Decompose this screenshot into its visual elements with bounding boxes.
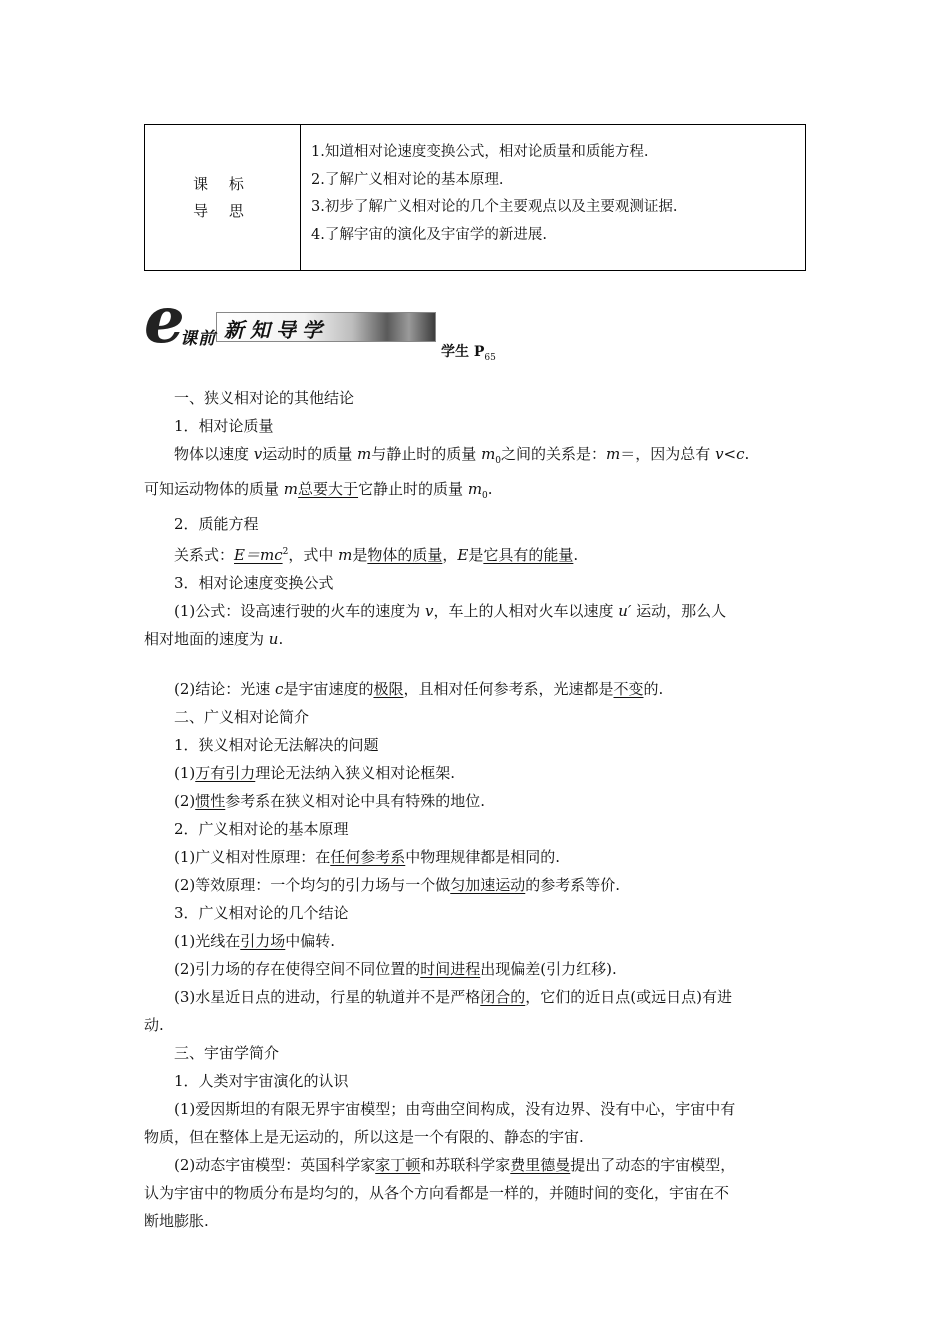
paragraph: 可知运动物体的质量 m总要大于它静止时的质量 $m_0$. <box>144 480 493 501</box>
goals-label-line2: 导 思 <box>193 201 252 220</box>
learning-goals-table <box>144 124 806 271</box>
list-item: (1)万有引力理论无法纳入狭义相对论框架. <box>174 764 456 782</box>
section-banner <box>144 283 436 358</box>
list-item: (3)水星近日点的进动，行星的轨道并不是严格闭合的，它们的近日点(或远日点)有进 <box>174 988 732 1006</box>
goals-label-cell <box>145 125 301 270</box>
subsection-heading: 1．人类对宇宙演化的认识 <box>174 1072 349 1090</box>
section-heading: 一、狭义相对论的其他结论 <box>174 389 355 407</box>
list-item: (2)动态宇宙模型：英国科学家家丁顿和苏联科学家费里德曼提出了动态的宇宙模型， <box>174 1156 736 1174</box>
list-item: (1)广义相对性原理：在任何参考系中物理规律都是相同的. <box>174 848 561 866</box>
paragraph: (2)结论：光速 c是宇宙速度的极限，且相对任何参考系，光速都是不变的. <box>174 680 664 698</box>
student-page-ref: 学生 $P_{65}$ <box>441 344 496 363</box>
list-item: (2)引力场的存在使得空间不同位置的时间进程出现偏差(引力红移). <box>174 960 617 978</box>
list-item-cont: 断地膨胀. <box>144 1212 209 1230</box>
list-item: (2)等效原理：一个均匀的引力场与一个做匀加速运动的参考系等价. <box>174 876 621 894</box>
paragraph: 相对地面的速度为 u. <box>144 630 284 648</box>
paragraph: (1)公式：设高速行驶的火车的速度为 v，车上的人相对火车以速度 u′ 运动，那么人 <box>174 602 727 620</box>
subsection-heading: 3．相对论速度变换公式 <box>174 574 334 592</box>
list-item: (1)光线在引力场中偏转. <box>174 932 336 950</box>
goal-item: 4.了解宇宙的演化及宇宙学的新进展. <box>311 226 547 243</box>
subsection-heading: 1．狭义相对论无法解决的问题 <box>174 736 379 754</box>
list-item-cont: 认为宇宙中的物质分布是均匀的，从各个方向看都是一样的，并随时间的变化，宇宙在不 <box>144 1184 730 1202</box>
list-item-cont: 物质，但在整体上是无运动的，所以这是一个有限的、静态的宇宙. <box>144 1128 584 1146</box>
main-content <box>144 384 808 1235</box>
goals-label-line1: 课 标 <box>193 174 252 193</box>
paragraph: 关系式：$E=mc^2$，式中 m是物体的质量，E是它具有的能量. <box>174 546 579 564</box>
section-heading: 三、宇宙学简介 <box>174 1044 280 1062</box>
paragraph: 物体以速度 v运动时的质量 m与静止时的质量 $m_0$之间的关系是：m＝，因为总有 v<c. <box>174 445 750 466</box>
goal-item: 3.初步了解广义相对论的几个主要观点以及主要观测证据. <box>311 199 678 215</box>
section-heading: 二、广义相对论简介 <box>174 708 310 726</box>
e-logo-icon: e <box>144 283 185 358</box>
banner-title: 新知导学 <box>224 318 328 342</box>
list-item: (1)爱因斯坦的有限无界宇宙模型；由弯曲空间构成，没有边界、没有中心，宇宙中有 <box>174 1100 736 1118</box>
subsection-heading: 1．相对论质量 <box>174 417 274 435</box>
list-item-cont: 动. <box>144 1016 164 1034</box>
subsection-heading: 3．广义相对论的几个结论 <box>174 904 349 922</box>
list-item: (2)惯性参考系在狭义相对论中具有特殊的地位. <box>174 792 486 810</box>
banner-prefix: 课前 <box>180 329 216 349</box>
subsection-heading: 2．质能方程 <box>174 515 259 533</box>
subsection-heading: 2．广义相对论的基本原理 <box>174 820 349 838</box>
goal-item: 1.知道相对论速度变换公式，相对论质量和质能方程. <box>311 144 649 160</box>
goal-item: 2.了解广义相对论的基本原理. <box>311 171 504 188</box>
goals-items-cell <box>301 125 677 270</box>
